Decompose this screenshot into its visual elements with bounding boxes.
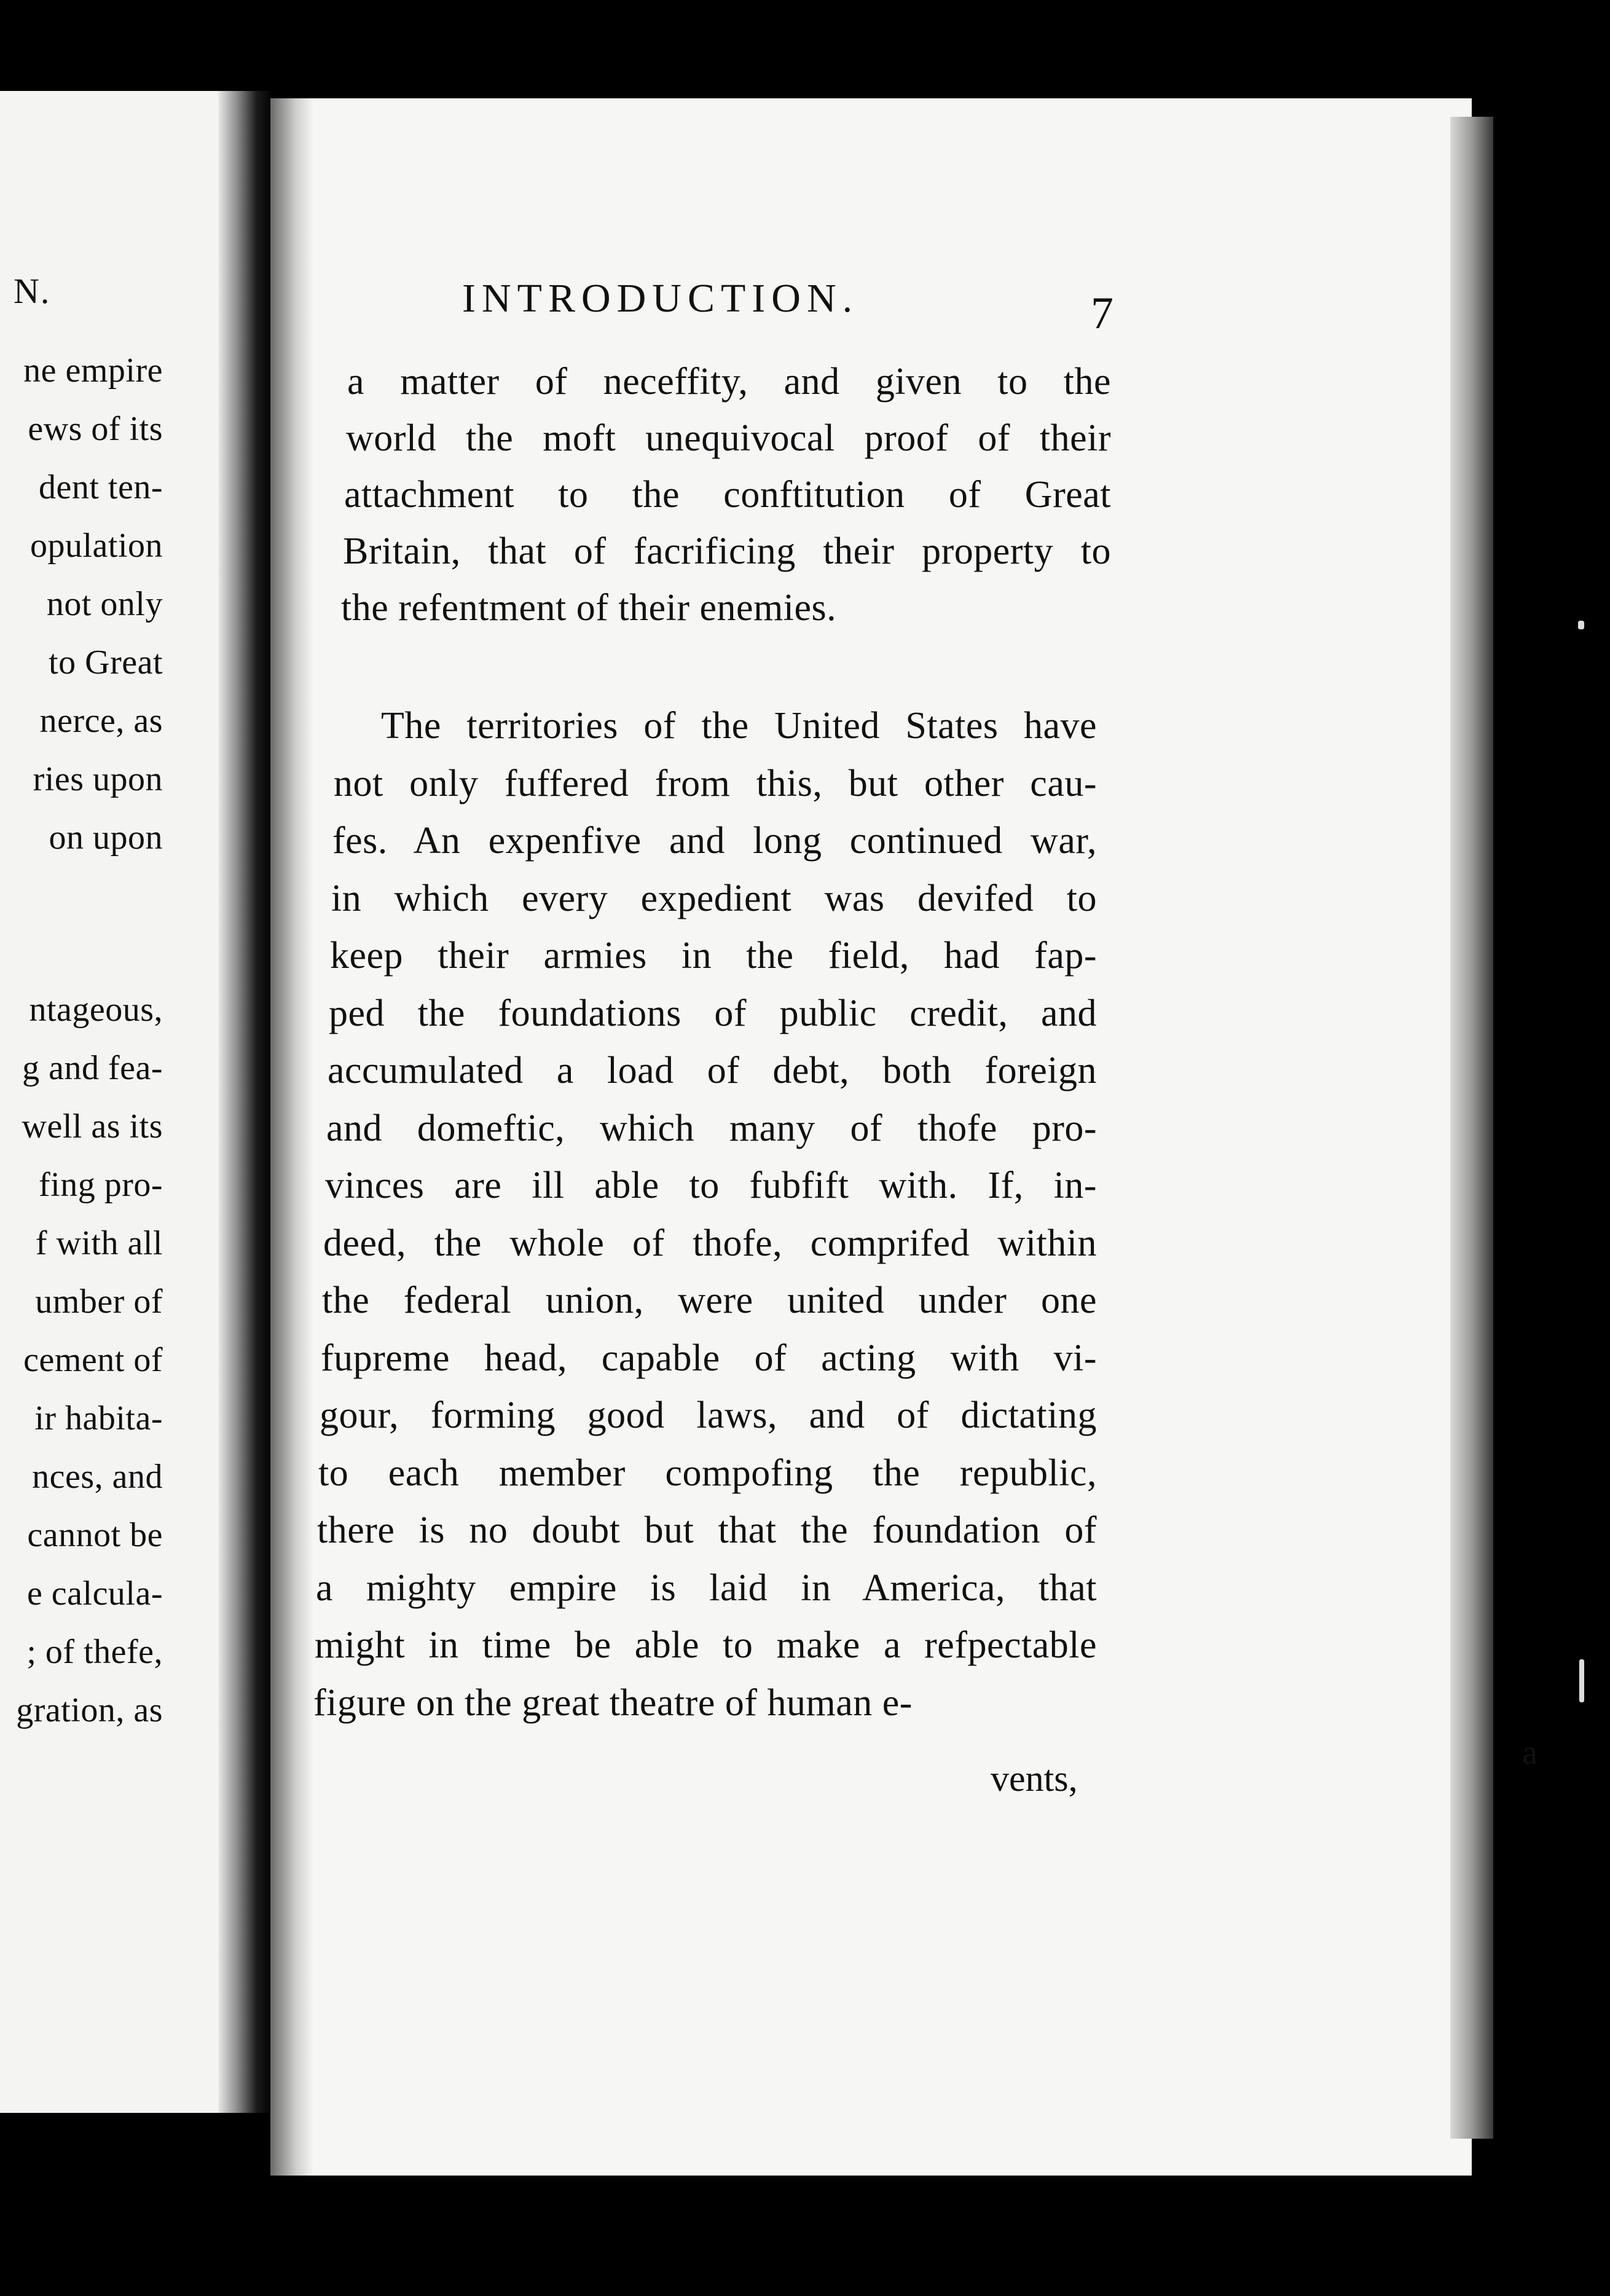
text-line: and domeftic, which many of thofe pro- (326, 1107, 1097, 1149)
text-line: a matter of neceffity, and given to the (347, 361, 1111, 403)
text-line: the federal union, were united under one (322, 1280, 1097, 1321)
left-page-line: opulation (29, 527, 163, 565)
text-line: attachment to the conftitution of Great (344, 474, 1111, 516)
text-line: in which every expedient was devifed to (331, 878, 1097, 919)
left-page-line: not only (46, 585, 163, 623)
left-page-line: umber of (35, 1283, 163, 1321)
left-page-gutter (218, 91, 273, 2113)
left-running-head: N. (14, 271, 51, 311)
catchword: vents, (991, 1758, 1078, 1799)
text-line: a mighty empire is laid in America, that (316, 1567, 1097, 1609)
left-page-line: ir habita- (34, 1399, 163, 1437)
left-page-line: ews of its (28, 410, 163, 448)
text-line: accumulated a load of debt, both foreign (328, 1050, 1097, 1091)
text-line: The territories of the United States have (381, 705, 1097, 747)
text-line: keep their armies in the field, had fap- (330, 935, 1097, 977)
text-line: ped the foundations of public credit, and (329, 993, 1097, 1034)
left-page-line: ries upon (33, 760, 163, 798)
left-page (0, 91, 237, 2113)
right-page-gutter-shadow (270, 98, 313, 2176)
left-page-line: cement of (23, 1341, 163, 1379)
left-page-line: ne empire (23, 352, 163, 390)
text-line: world the moft unequivocal proof of their (346, 417, 1111, 459)
text-line: figure on the great theatre of human e- (313, 1682, 913, 1724)
text-line: Britain, that of facrificing their property to (343, 530, 1111, 572)
left-page-line: e calcula- (26, 1575, 163, 1613)
text-line: to each member compofing the republic, (318, 1452, 1097, 1494)
left-page-line: nces, and (32, 1458, 163, 1496)
text-line: might in time be able to make a refpectable (315, 1624, 1097, 1666)
left-page-line: f with all (35, 1224, 163, 1262)
left-catchword: a (1522, 1734, 1537, 1772)
text-line: the refentment of their enemies. (341, 587, 837, 629)
left-page-line: fing pro- (38, 1166, 163, 1204)
running-head: INTRODUCTION. (462, 276, 859, 321)
left-page-line: on upon (49, 819, 163, 857)
left-page-line: well as its (22, 1107, 163, 1146)
page-number: 7 (1091, 288, 1113, 339)
left-page-line: g and fea- (22, 1049, 163, 1087)
left-page-line: dent ten- (39, 468, 163, 506)
scan-speck (1579, 1659, 1584, 1702)
text-line: vinces are ill able to fubfift with. If, in- (325, 1165, 1097, 1206)
scan-speck (1578, 621, 1584, 629)
left-page-line: nerce, as (39, 702, 163, 740)
left-page-line: ; of thefe, (26, 1633, 163, 1671)
text-line: fupreme head, capable of acting with vi- (321, 1337, 1097, 1379)
text-line: there is no doubt but that the foundation of (317, 1509, 1097, 1551)
text-line: gour, forming good laws, and of dictating (320, 1394, 1097, 1436)
left-page-line: gration, as (16, 1691, 163, 1729)
text-line: deed, the whole of thofe, comprifed within (323, 1222, 1097, 1264)
left-page-line: cannot be (27, 1516, 163, 1554)
left-page-line: to Great (49, 643, 163, 682)
text-line: not only fuffered from this, but other cau- (334, 763, 1097, 804)
right-page-edge (1450, 117, 1493, 2139)
text-line: fes. An expenfive and long continued war, (332, 820, 1097, 862)
left-page-line: ntageous, (29, 991, 163, 1029)
